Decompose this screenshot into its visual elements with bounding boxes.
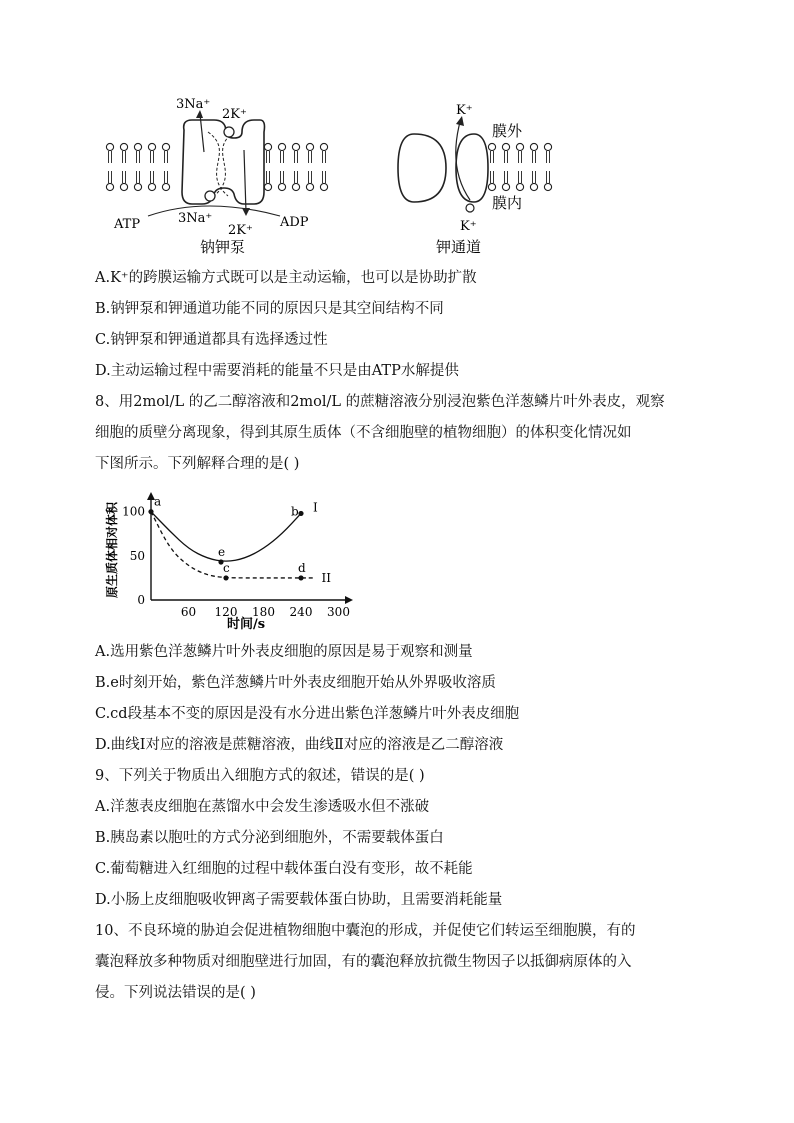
q10-stem-line-2: 囊泡释放多种物质对细胞壁进行加固，有的囊泡释放抗微生物因子以抵御病原体的入	[95, 954, 632, 970]
phospholipid-tail-bottom	[505, 171, 508, 183]
phospholipid-head-top	[292, 143, 299, 150]
series-II-label: II	[321, 570, 331, 585]
phospholipid-head-bottom	[162, 183, 169, 190]
potassium-outside-label: K⁺	[456, 103, 473, 118]
q8-stem-line-2: 细胞的质壁分离现象，得到其原生质体（不含细胞壁的植物细胞）的体积变化情况如	[95, 425, 632, 441]
membrane-outside-label: 膜外	[492, 122, 523, 140]
point-label-e: e	[218, 545, 226, 560]
chart-y-axis-label: 原生质体相对体积	[105, 501, 119, 599]
q8-stem-line-1: 8、用2mol/L 的乙二醇溶液和2mol/L 的蔗糖溶液分别浸泡紫色洋葱鳞片叶外表皮，观察	[95, 394, 665, 410]
phospholipid-head-bottom	[320, 183, 327, 190]
q9-option-a: A.洋葱表皮细胞在蒸馏水中会发生渗透吸水但不涨破	[95, 799, 430, 815]
phospholipid-head-bottom	[134, 183, 141, 190]
phospholipid-tail-top	[295, 151, 298, 163]
atp-label: ATP	[114, 217, 141, 232]
phospholipid-head-bottom	[292, 183, 299, 190]
phospholipid-tail-top	[109, 151, 112, 163]
phospholipid-tail-top	[267, 151, 270, 163]
phospholipid-head-top	[162, 143, 169, 150]
series-I-line	[151, 512, 301, 561]
chart-points	[148, 495, 306, 581]
phospholipid-head-bottom	[264, 183, 271, 190]
x-tick-label: 300	[327, 605, 350, 619]
q10-stem-line-3: 侵。下列说法错误的是( )	[95, 985, 256, 1001]
phospholipid-tail-bottom	[281, 171, 284, 183]
phospholipid-head-top	[278, 143, 285, 150]
protoplast-volume-chart	[96, 484, 366, 634]
phospholipid-head-top	[530, 143, 537, 150]
x-tick-label: 60	[180, 605, 197, 619]
point-label-c: c	[223, 560, 230, 575]
chart-x-axis-label: 时间/s	[226, 617, 266, 632]
point-label-d: d	[298, 560, 306, 575]
membrane-transport-figure	[96, 92, 566, 262]
phospholipid-tail-top	[309, 151, 312, 163]
phospholipid-tail-bottom	[267, 171, 270, 183]
phospholipid-head-top	[544, 143, 551, 150]
sodium-out-label: 3Na⁺	[176, 97, 211, 112]
phospholipid-tail-top	[547, 151, 550, 163]
q8-option-c: C.cd段基本不变的原因是没有水分进出紫色洋葱鳞片叶外表皮细胞	[95, 706, 520, 722]
q9-option-b: B.胰岛素以胞吐的方式分泌到细胞外，不需要载体蛋白	[95, 830, 444, 846]
q10-stem-line-1: 10、不良环境的胁迫会促进植物细胞中囊泡的形成，并促使它们转运至细胞膜，有的	[95, 923, 636, 939]
phospholipid-tail-top	[505, 151, 508, 163]
phospholipid-head-top	[148, 143, 155, 150]
phospholipid-head-top	[120, 143, 127, 150]
phospholipid-tail-bottom	[123, 171, 126, 183]
phospholipid-tail-bottom	[137, 171, 140, 183]
phospholipid-tail-top	[281, 151, 284, 163]
phospholipid-tail-top	[533, 151, 536, 163]
phospholipid-head-top	[264, 143, 271, 150]
phospholipid-head-top	[516, 143, 523, 150]
phospholipid-tail-bottom	[519, 171, 522, 183]
q8-option-d: D.曲线Ⅰ对应的溶液是蔗糖溶液，曲线Ⅱ对应的溶液是乙二醇溶液	[95, 737, 504, 753]
phospholipid-head-top	[320, 143, 327, 150]
q8-stem-line-3: 下图所示。下列解释合理的是( )	[95, 456, 300, 472]
adp-label: ADP	[280, 215, 309, 230]
phospholipid-tail-top	[137, 151, 140, 163]
phospholipid-tail-top	[491, 151, 494, 163]
q9-option-c: C.葡萄糖进入红细胞的过程中载体蛋白没有变形，故不耗能	[95, 861, 473, 877]
point-label-a: a	[154, 494, 162, 509]
potassium-ion-inside	[466, 204, 474, 212]
q7-option-d: D.主动运输过程中需要消耗的能量不只是由ATP水解提供	[95, 363, 459, 379]
channel-label: 钾通道	[436, 238, 482, 256]
phospholipid-head-bottom	[544, 183, 551, 190]
y-tick-label: 100	[122, 504, 145, 519]
phospholipid-head-top	[306, 143, 313, 150]
pump-label: 钠钾泵	[200, 238, 246, 256]
potassium-bottom-label: 2K⁺	[228, 223, 253, 238]
phospholipid-head-bottom	[530, 183, 537, 190]
q7-option-c: C.钠钾泵和钾通道都具有选择透过性	[95, 332, 328, 348]
potassium-channel-left	[398, 134, 446, 202]
lipid-bilayer-middle	[264, 143, 327, 190]
sodium-binding-site-bottom	[205, 191, 215, 201]
point-a	[148, 509, 153, 514]
phospholipid-tail-bottom	[309, 171, 312, 183]
phospholipid-tail-top	[151, 151, 154, 163]
phospholipid-tail-bottom	[547, 171, 550, 183]
x-axis-arrowhead	[345, 596, 353, 604]
phospholipid-head-top	[134, 143, 141, 150]
phospholipid-head-top	[502, 143, 509, 150]
potassium-top-label: 2K⁺	[222, 107, 247, 122]
phospholipid-tail-bottom	[491, 171, 494, 183]
potassium-channel-right	[456, 134, 488, 202]
atp-to-adp-arrow	[148, 206, 280, 216]
x-tick-label: 180	[252, 605, 275, 619]
phospholipid-head-bottom	[278, 183, 285, 190]
phospholipid-tail-top	[123, 151, 126, 163]
phospholipid-tail-top	[323, 151, 326, 163]
potassium-binding-site-top	[224, 127, 234, 137]
lipid-bilayer-right	[488, 143, 551, 190]
q7-option-a: A.K⁺的跨膜运输方式既可以是主动运输，也可以是协助扩散	[95, 270, 477, 286]
series-II-line	[151, 512, 314, 578]
phospholipid-head-bottom	[488, 183, 495, 190]
point-d	[298, 575, 303, 580]
series-I-label: I	[313, 500, 318, 515]
q8-option-a: A.选用紫色洋葱鳞片叶外表皮细胞的原因是易于观察和测量	[95, 644, 473, 660]
phospholipid-tail-bottom	[323, 171, 326, 183]
phospholipid-head-bottom	[106, 183, 113, 190]
q9-stem: 9、下列关于物质出入细胞方式的叙述，错误的是( )	[95, 768, 425, 784]
phospholipid-tail-bottom	[165, 171, 168, 183]
phospholipid-tail-top	[519, 151, 522, 163]
point-label-b: b	[291, 504, 299, 519]
potassium-inside-label: K⁺	[460, 219, 477, 234]
phospholipid-head-bottom	[148, 183, 155, 190]
phospholipid-tail-bottom	[109, 171, 112, 183]
membrane-inside-label: 膜内	[492, 194, 523, 212]
phospholipid-tail-bottom	[533, 171, 536, 183]
phospholipid-tail-bottom	[151, 171, 154, 183]
point-c	[223, 575, 228, 580]
chart-axes	[147, 492, 353, 604]
phospholipid-head-bottom	[502, 183, 509, 190]
q9-option-d: D.小肠上皮细胞吸收钾离子需要载体蛋白协助，且需要消耗能量	[95, 892, 503, 908]
phospholipid-head-bottom	[120, 183, 127, 190]
point-b	[298, 511, 303, 516]
phospholipid-head-bottom	[306, 183, 313, 190]
y-tick-label: 0	[137, 593, 145, 607]
q7-option-b: B.钠钾泵和钾通道功能不同的原因只是其空间结构不同	[95, 301, 444, 317]
phospholipid-head-top	[106, 143, 113, 150]
y-tick-label: 50	[129, 548, 145, 563]
phospholipid-tail-top	[165, 151, 168, 163]
sodium-in-label: 3Na⁺	[178, 211, 213, 226]
lipid-bilayer-left	[106, 143, 169, 190]
chart-ticks	[122, 505, 350, 619]
q8-option-b: B.e时刻开始，紫色洋葱鳞片叶外表皮细胞开始从外界吸收溶质	[95, 675, 496, 691]
x-tick-label: 120	[214, 605, 238, 619]
x-tick-label: 240	[289, 605, 313, 619]
phospholipid-head-bottom	[516, 183, 523, 190]
phospholipid-tail-bottom	[295, 171, 298, 183]
phospholipid-head-top	[488, 143, 495, 150]
